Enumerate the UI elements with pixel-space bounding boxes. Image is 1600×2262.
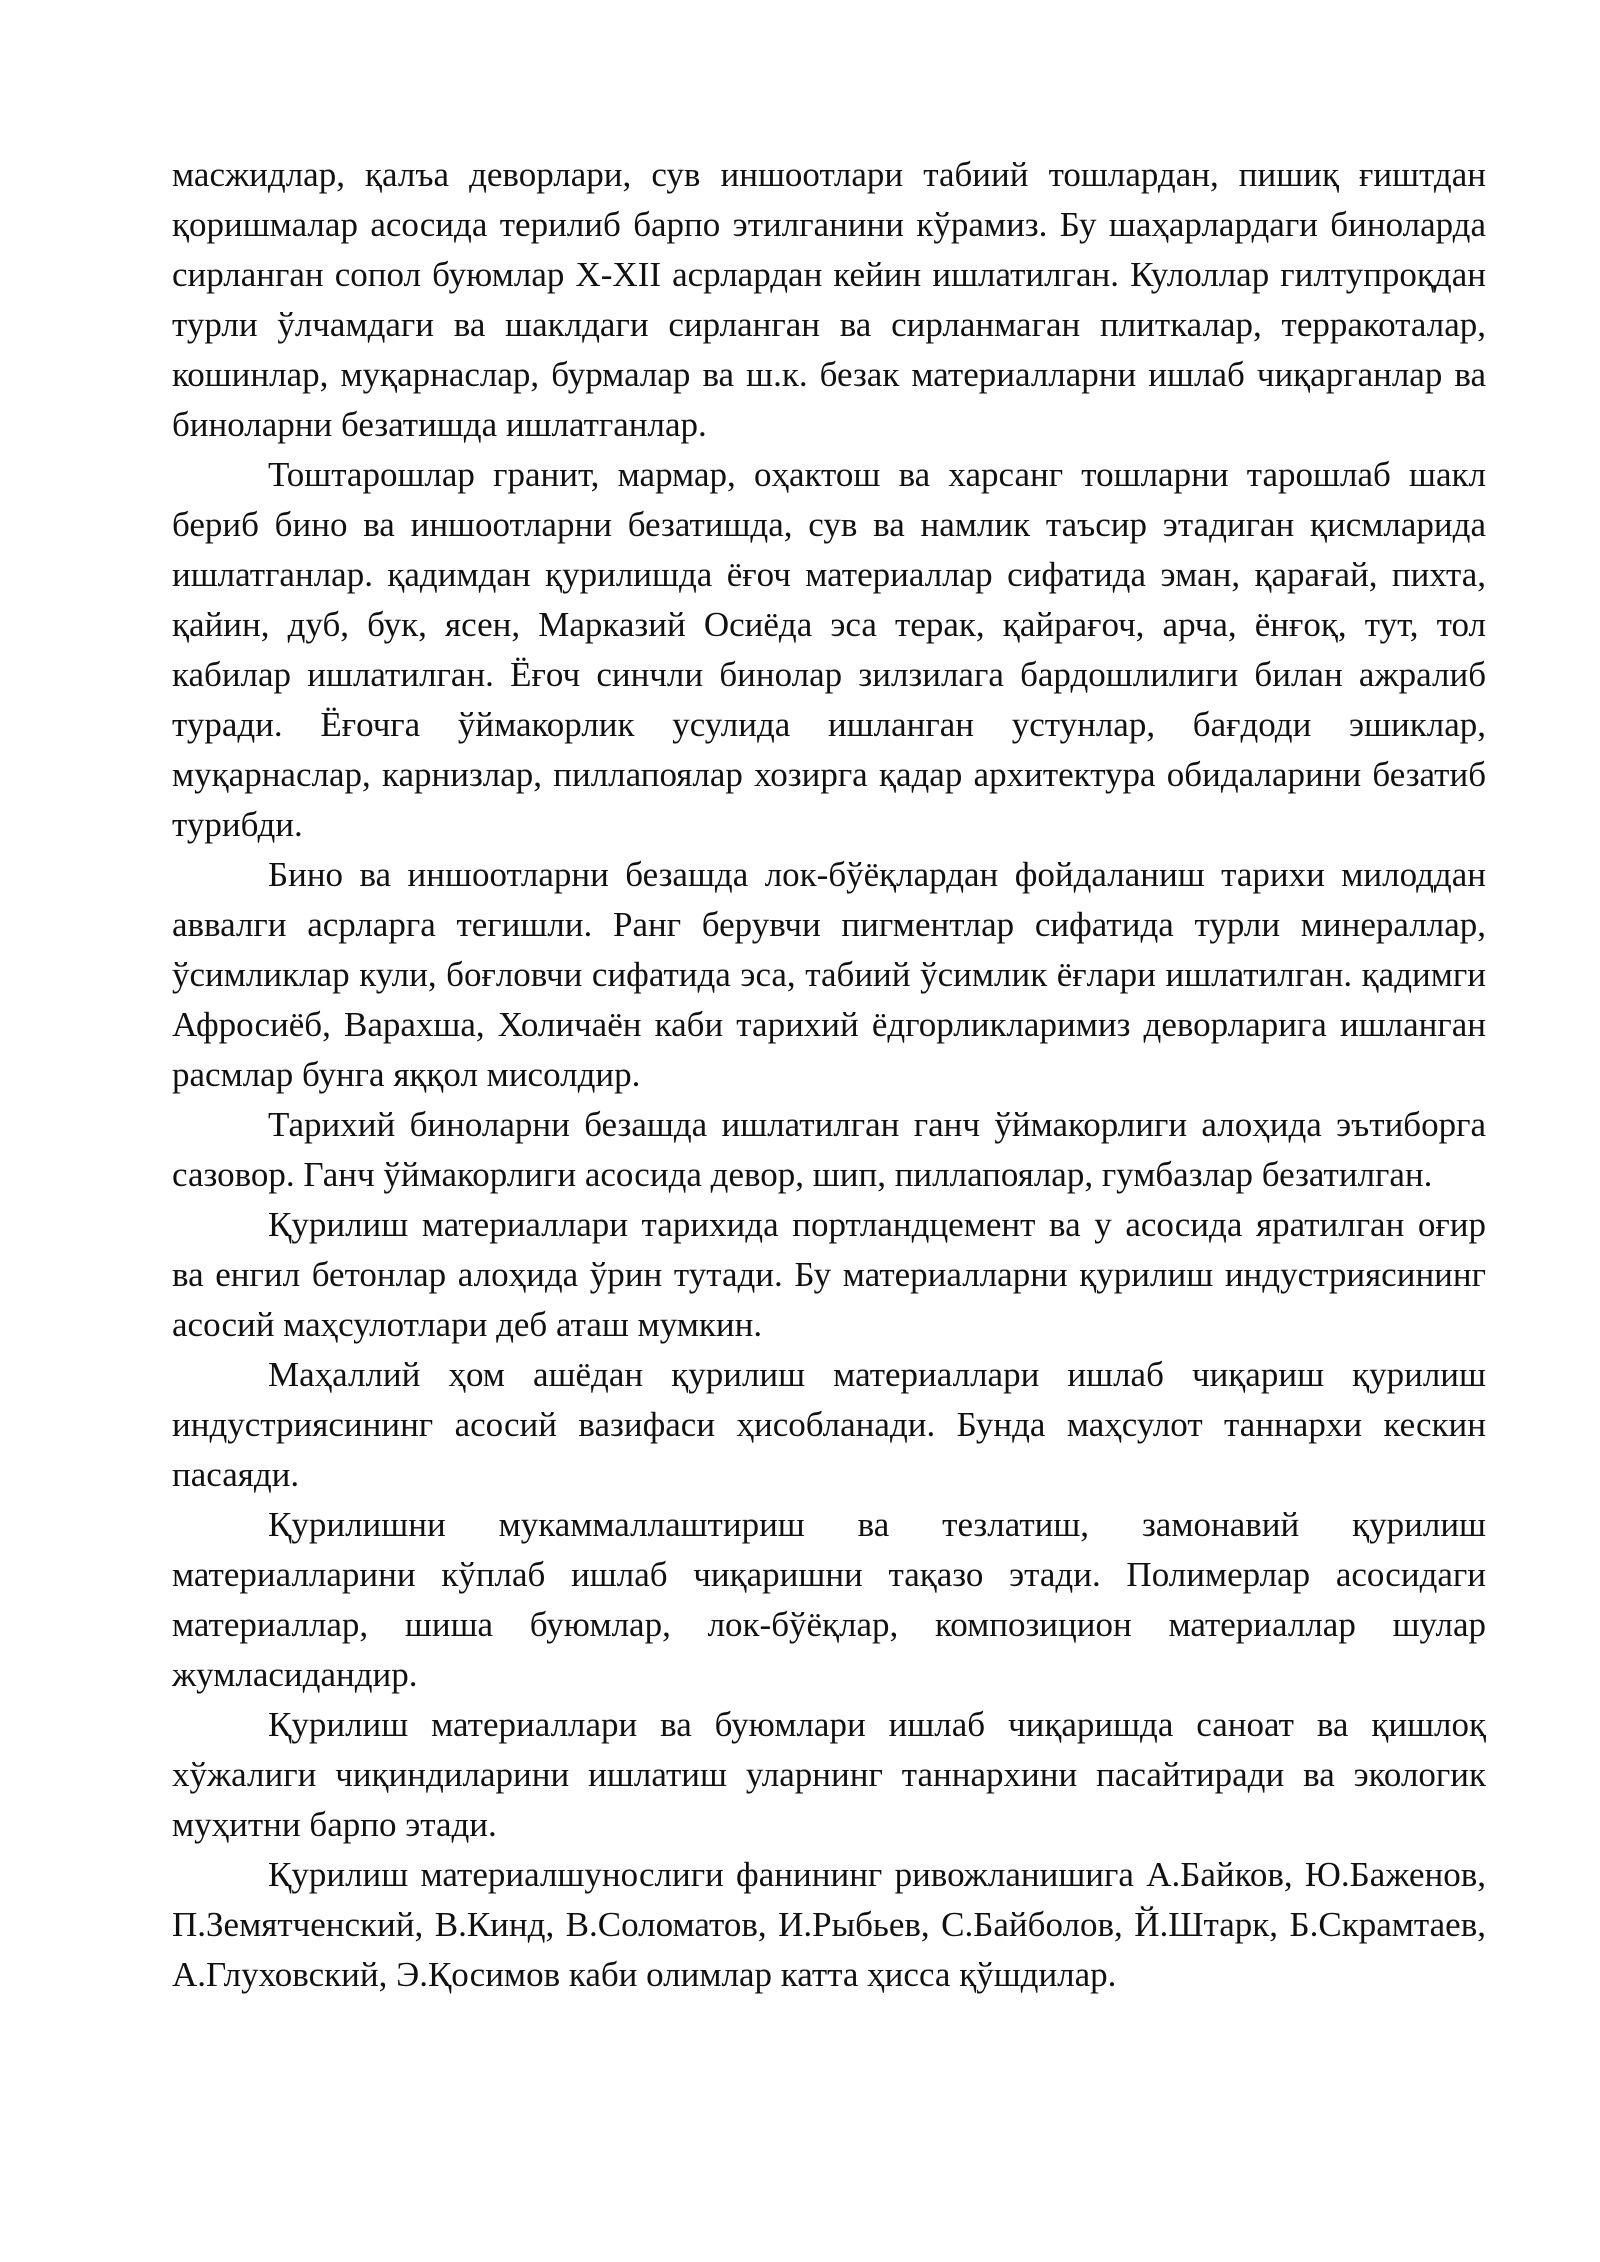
paragraph-waste-utilization: Қурилиш материаллари ва буюмлари ишлаб чиқаришда саноат ва қишлоқ хўжалиги чиқиндиларини ишлатиш уларнинг таннархини пасайтиради ва экологик муҳитни барпо этади. (172, 1705, 1486, 1844)
paragraph-modern-materials: Қурилишни мукаммаллаштириш ва тезлатиш, замонавий қурилиш материалларини кўплаб ишлаб чиқаришни тақазо этади. Полимерлар асосидаги материаллар, шиша буюмлар, лок-бўёқлар, композицион материаллар шулар жумласидандир. (172, 1505, 1486, 1694)
paragraph-ganch-carving: Тарихий биноларни безашда ишлатилган ганч ўймакорлиги алоҳида эътиборга сазовор. Ганч ўймакорлиги асосида девор, шип, пиллапоялар, гумбазлар безатилган. (172, 1105, 1486, 1194)
paragraph-local-raw-materials: Маҳаллий ҳом ашёдан қурилиш материаллари ишлаб чиқариш қурилиш индустриясининг асосий вазифаси ҳисобланади. Бунда маҳсулот таннархи кескин пасаяди. (172, 1355, 1486, 1494)
paragraph-stonework-and-wood: Тоштарошлар гранит, мармар, оҳактош ва харсанг тошларни тарошлаб шакл бериб бино ва иншоотларни безатишда, сув ва намлик таъсир этадиган қисмларида ишлатганлар. қадимдан қурилишда ёғоч материаллар сифатида эман, қарағай, пихта, қайин, дуб, бук, ясен, Марказий Осиёда эса терак, қайрағоч, арча, ёнғоқ, тут, тол кабилар ишлатилган. Ёғоч синчли бинолар зилзилага бардошлилиги билан ажралиб туради. Ёғочга ўймакорлик усулида ишланган устунлар, бағдоди эшиклар, муқарнаслар, карнизлар, пиллапоялар хозирга қадар архитектура обидаларини безатиб турибди. (172, 455, 1486, 844)
paragraph-scientists: Қурилиш материалшунослиги фанининг ривожланишига А.Байков, Ю.Баженов, П.Земятченский, В.Кинд, В.Соломатов, И.Рыбьев, С.Байболов, Й.Штарк, Б.Скрамтаев, А.Глуховский, Э.Қосимов каби олимлар катта ҳисса қўшдилар. (172, 1855, 1486, 1994)
paragraph-continuation: масжидлар, қалъа деворлари, сув иншоотлари табиий тошлардан, пишиқ ғиштдан қоришмалар асосида терилиб барпо этилганини кўрамиз. Бу шаҳарлардаги биноларда сирланган сопол буюмлар X-XII асрлардан кейин ишлатилган. Кулоллар гилтупроқдан турли ўлчамдаги ва шаклдаги сирланган ва сирланмаган плиткалар, терракоталар, кошинлар, муқарнаслар, бурмалар ва ш.к. безак материалларни ишлаб чиқарганлар ва биноларни безатишда ишлатганлар. (172, 155, 1486, 444)
document-page (172, 150, 1486, 2000)
paragraph-portland-cement: Қурилиш материаллари тарихида портландцемент ва у асосида яратилган оғир ва енгил бетонлар алоҳида ўрин тутади. Бу материалларни қурилиш индустриясининг асосий маҳсулотлари деб аташ мумкин. (172, 1205, 1486, 1344)
paragraph-paints-history: Бино ва иншоотларни безашда лок-бўёқлардан фойдаланиш тарихи милоддан аввалги асрларга тегишли. Ранг берувчи пигментлар сифатида турли минераллар, ўсимликлар кули, боғловчи сифатида эса, табиий ўсимлик ёғлари ишлатилган. қадимги Афросиёб, Варахша, Холичаён каби тарихий ёдгорликларимиз деворларига ишланган расмлар бунга яққол мисолдир. (172, 855, 1486, 1094)
